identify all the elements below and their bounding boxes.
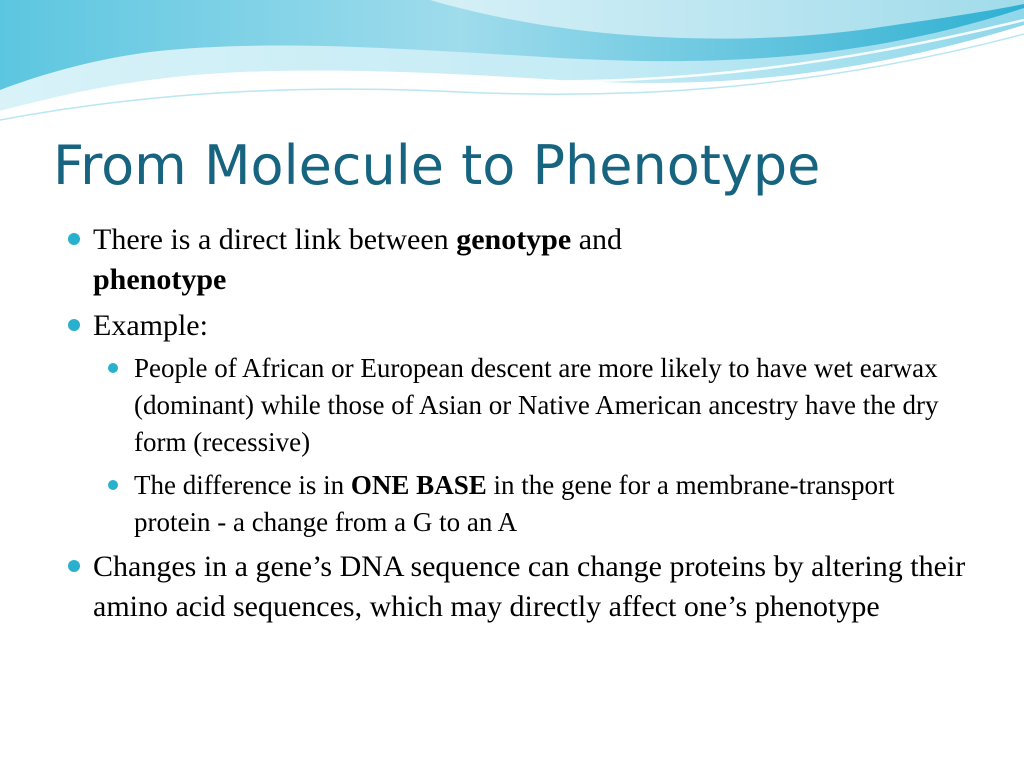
sub-bullet-text: People of African or European descent are more likely to have wet earwax (dominant) while those of Asian or Native American ancestry have the dry form (recessive) xyxy=(134,353,939,457)
bullet-dot-icon xyxy=(108,363,118,373)
bullet-text: and xyxy=(571,223,623,256)
sub-bullet-text: The difference is in xyxy=(134,470,351,500)
bullet-dot-icon xyxy=(68,319,80,331)
bullet-item xyxy=(68,547,968,627)
sub-bullet-item xyxy=(108,350,968,461)
bullet-list xyxy=(68,220,968,627)
bullet-item xyxy=(68,220,968,300)
bullet-dot-icon xyxy=(68,233,80,245)
bullet-bold-text: phenotype xyxy=(93,263,227,296)
sub-bullet-item xyxy=(108,467,968,541)
bullet-dot-icon xyxy=(108,480,118,490)
bullet-dot-icon xyxy=(68,560,80,572)
bullet-text: Changes in a gene’s DNA sequence can change proteins by altering their amino acid sequences, which may directly affect one’s phenotype xyxy=(93,550,966,623)
bullet-bold-text: genotype xyxy=(456,223,572,256)
bullet-text: There is a direct link between xyxy=(93,223,457,256)
slide-title: From Molecule to Phenotype xyxy=(53,134,821,197)
header-wave-decoration xyxy=(0,0,1024,130)
bullet-item xyxy=(68,306,968,541)
sub-bullet-bold-text: ONE BASE xyxy=(350,470,487,500)
sub-bullet-list xyxy=(108,350,968,541)
slide-content xyxy=(68,220,968,633)
bullet-text: Example: xyxy=(93,309,208,342)
sub-bullet-text: in the gene for a membrane-transport protein - a change from a G to an A xyxy=(134,470,895,537)
